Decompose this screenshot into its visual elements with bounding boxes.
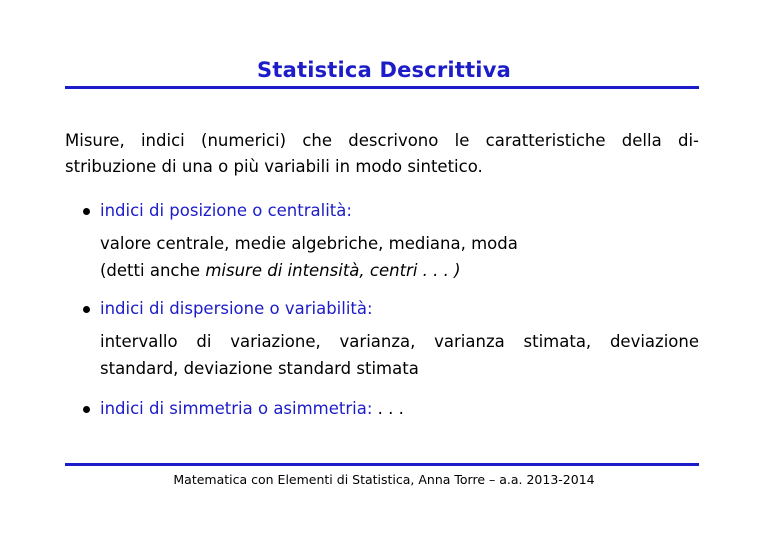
bullet-dot-icon bbox=[83, 306, 90, 313]
bullet-body bbox=[100, 230, 699, 284]
bullet-body-line-2: standard, deviazione standard stimata bbox=[100, 359, 419, 378]
bullet-label bbox=[100, 396, 404, 422]
bullet-label-text: indici di simmetria o asimmetria: bbox=[100, 399, 373, 418]
bullet-item-symmetry bbox=[65, 396, 699, 422]
bullet-body-line-1: intervallo di variazione, varianza, varianza stimata, deviazione bbox=[100, 332, 699, 351]
intro-paragraph bbox=[65, 128, 699, 180]
bullet-body-prefix: (detti anche bbox=[100, 261, 206, 280]
bullet-dot-icon bbox=[83, 208, 90, 215]
bullet-item-position bbox=[65, 198, 699, 284]
bullet-body-italic: misure di intensità, centri . . . ) bbox=[205, 261, 461, 280]
bullet-label: indici di posizione o centralità: bbox=[100, 201, 352, 220]
bullet-dot-icon bbox=[83, 406, 90, 413]
bullet-body-line-1: valore centrale, medie algebriche, mediana, moda bbox=[100, 234, 518, 253]
intro-line-1: Misure, indici (numerici) che descrivono le caratteristiche della di- bbox=[65, 131, 699, 150]
slide-footer: Matematica con Elementi di Statistica, Anna Torre – a.a. 2013-2014 bbox=[173, 472, 595, 487]
intro-line-2: stribuzione di una o più variabili in modo sintetico. bbox=[65, 157, 483, 176]
footer-rule bbox=[65, 463, 699, 466]
slide-title: Statistica Descrittiva bbox=[257, 58, 511, 82]
bullet-label: indici di dispersione o variabilità: bbox=[100, 299, 373, 318]
bullet-body-line-2 bbox=[100, 257, 699, 284]
bullet-body bbox=[100, 328, 699, 382]
bullet-label-ellipsis: . . . bbox=[372, 399, 404, 418]
bullet-item-dispersion bbox=[65, 296, 699, 382]
title-rule bbox=[65, 86, 699, 89]
